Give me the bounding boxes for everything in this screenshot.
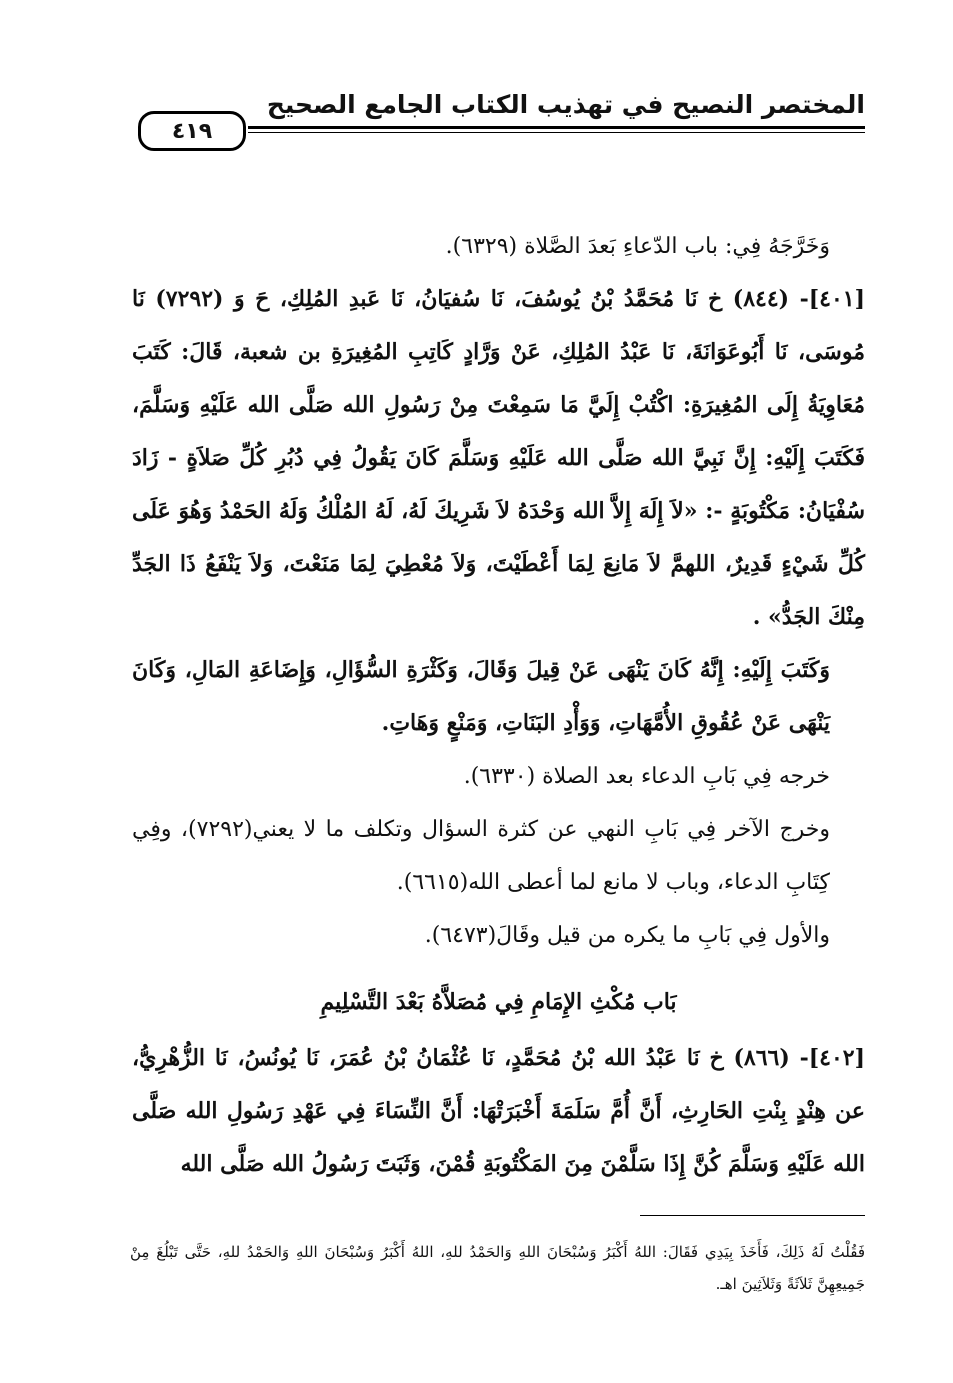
footnote-rule [640, 1215, 865, 1216]
running-header-title: المختصر النصيح في تهذيب الكتاب الجامع الصحيح [266, 90, 865, 119]
paragraph-6: والأول فِي بَابِ ما يكره من قيل وقَالَ(٦٤٧٣). [424, 923, 830, 948]
header-rule-thin [248, 132, 865, 133]
footnote [130, 1236, 865, 1300]
hadith-402: [٤٠٢]- (٨٦٦) خ نَا عَبْدُ الله بْنُ مُحَمَّدٍ، نَا عُثْمَانُ بْنُ عُمَرَ، نَا يُونُسُ، نَا الزُّهْرِيُّ، عن هِنْدٍ بِنْتِ الحَارِثِ، أَنَّ أُمَّ سَلَمَةَ أَخْبَرَتْهَا: أَنَّ النِّسَاءَ فِي عَهْدِ رَسُولِ الله صَلَّى الله عَلَيْهِ وَسَلَّمَ كُنَّ إِذَا سَلَّمْنَ مِنَ المَكْتُوبَةِ قُمْنَ، وَثَبَتَ رَسُولُ الله صَلَّى الله [132, 1045, 866, 1177]
main-text [132, 220, 865, 1191]
paragraph-3: وَكَتَبَ إِلَيْهِ: إِنَّهُ كَانَ يَنْهَى عَنْ قِيلَ وَقَالَ، وَكَثْرَةِ السُّؤَالِ، وَإِضَاعَةِ المَالِ، وَكَانَ يَنْهَى عَنْ عُقُوقِ الأُمَّهَاتِ، وَوَأْدِ البَنَاتِ، وَمَنْعٍ وَهَاتِ. [132, 657, 830, 736]
footnote-text: فَقُلْتُ لَهُ ذَلِكَ، فَأَخَذَ بِيَدِي فَقَالَ: اللهُ أَكْبَرُ وَسُبْحَانَ اللهِ وَالحَمْدُ للهِ، اللهُ أَكْبَرُ وَسُبْحَانَ اللهِ وَالحَمْدُ للهِ، حَتَّى تَبْلُغَ مِنْ جَمِيعِهِنَّ ثَلاَثَةً وَثَلاَثِينَ اهـ. [130, 1243, 865, 1293]
hadith-401: [٤٠١]- (٨٤٤) خ نَا مُحَمَّدُ بْنُ يُوسُفَ، نَا سُفيَانُ، نَا عَبدِ المُلِكِ، حَ وَ (٧٢٩٢) نَا مُوسَى، نَا أَبُوعَوَانَةَ، نَا عَبْدُ المُلِكِ، عَنْ وَرَّادٍ كَاتِبِ المُغِيرَةِ بن شعبة، قَالَ: كَتَبَ مُعَاوِيَةُ إِلَى المُغِيرَةِ: اكْتُبْ إِلَيَّ مَا سَمِعْتَ مِنْ رَسُولِ الله صَلَّى الله عَلَيْهِ وَسَلَّمَ، فَكَتَبَ إِلَيْهِ: إِنَّ نَبِيَّ الله صَلَّى الله عَلَيْهِ وَسَلَّمَ كَانَ يَقُولُ فِي دُبُرِ كُلِّ صَلاَةٍ - زَادَ سُفْيَانُ: مَكْتُوبَةٍ -: «لاَ إِلَهَ إِلاَّ الله وَحْدَهُ لاَ شَرِيكَ لَهُ، لَهُ المُلْكُ وَلَهُ الحَمْدُ وَهُوَ عَلَى كُلِّ شَيْءٍ قَدِيرٌ، اللهمَّ لاَ مَانِعَ لِمَا أَعْطَيْتَ، وَلاَ مُعْطِيَ لِمَا مَنَعْتَ، وَلاَ يَنْفَعُ ذَا الجَدِّ مِنْكَ الجَدُّ» . [132, 286, 866, 630]
header-rule [248, 126, 865, 129]
page-number: ٤١٩ [138, 111, 246, 151]
paragraph-1: وَخَرَّجَهُ فِي: باب الدّعاءِ بَعدَ الصَّلاة (٦٣٢٩). [445, 234, 830, 259]
paragraph-4: خرجه فِي بَابِ الدعاء بعد الصلاة (٦٣٣٠). [463, 764, 830, 789]
paragraph-5: وخرج الآخر فِي بَابِ النهي عن كثرة السؤال وتكلف ما لا يعني(٧٢٩٢)، وفِي كِتَابِ الدعاء، وباب لا مانع لما أعطى الله(٦٦١٥). [132, 817, 831, 895]
section-heading: بَاب مُكْثِ الإِمَامِ فِي مُصَلاَّهُ بَعْدَ التَّسْلِيمِ [320, 989, 677, 1015]
